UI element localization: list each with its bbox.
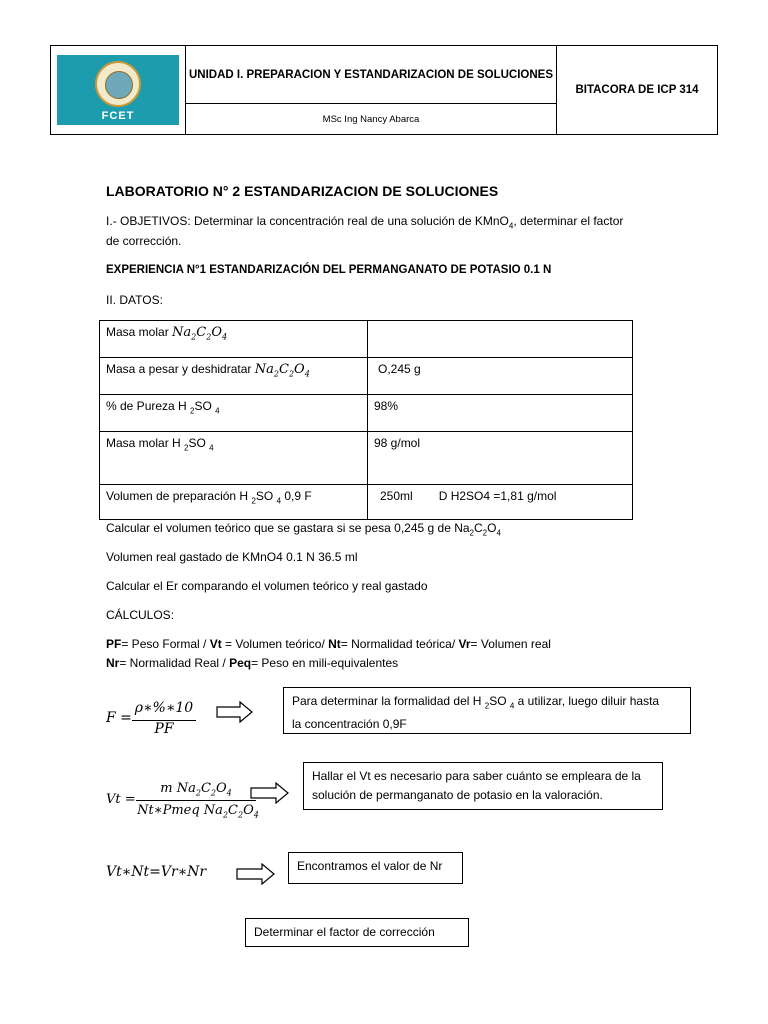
formality-note-box: Para determinar la formalidad del H $_2$SO $_4$ a utilizar, luego diluir hasta la concentración 0,9F (283, 687, 691, 734)
data-table (99, 320, 633, 520)
legend-line-2: Nr= Normalidad Real / Peq= Peso en mili-equivalentes (106, 656, 399, 670)
table-cell: Volumen de preparación H $_2$SO $_4$ 0,9 F (100, 485, 368, 520)
table-row (100, 485, 633, 520)
fcet-logo (57, 55, 179, 125)
nr-note-box: Encontramos el valor de Nr (288, 852, 463, 884)
table-cell: % de Pureza H $_2$SO $_4$ (100, 395, 368, 432)
table-cell: 98% (368, 395, 633, 432)
unit-title: UNIDAD I. PREPARACION Y ESTANDARIZACION DE SOLUCIONES (186, 46, 557, 104)
table-row (100, 321, 633, 358)
table-cell (368, 321, 633, 358)
table-cell: Masa molar $Na_2C_2O_4$ (100, 321, 368, 358)
real-volume-line: Volumen real gastado de KMnO4 0.1 N 36.5 ml (106, 550, 358, 564)
logo-cell (51, 46, 186, 135)
table-cell: 250ml D H2SO4 =1,81 g/mol (368, 485, 633, 520)
table-row (100, 432, 633, 485)
factor-note-box: Determinar el factor de corrección (245, 918, 469, 947)
table-cell: Masa molar H $_2$SO $_4$ (100, 432, 368, 485)
table-cell: 98 g/mol (368, 432, 633, 485)
table-cell: Masa a pesar y deshidratar $Na_2C_2O_4$ (100, 358, 368, 395)
objectives-line-1: I.- OBJETIVOS: Determinar la concentración real de una solución de KMnO$_4$, determinar el factor (106, 214, 624, 231)
header-table (50, 45, 718, 135)
calc-er-line: Calcular el Er comparando el volumen teórico y real gastado (106, 579, 428, 593)
experience-title: EXPERIENCIA N°1 ESTANDARIZACIÓN DEL PERMANGANATO DE POTASIO 0.1 N (106, 264, 552, 276)
legend-line-1: PF= Peso Formal / Vt = Volumen teórico/ Nt= Normalidad teórica/ Vr= Volumen real (106, 637, 551, 651)
author: MSc Ing Nancy Abarca (186, 104, 557, 135)
objectives-line-2: de corrección. (106, 234, 182, 248)
arrow-icon (250, 782, 290, 804)
seal-icon (95, 61, 141, 107)
arrow-icon (216, 701, 254, 723)
arrow-icon (236, 863, 276, 885)
table-row (100, 358, 633, 395)
vt-note-box: Hallar el Vt es necesario para saber cuánto se empleara de la solución de permanganato de potasio en la valoración. (303, 762, 663, 810)
formula-vt-nt: Vt∗Nt=Vr∗Nr (106, 864, 207, 880)
table-cell: O,245 g (368, 358, 633, 395)
logo-text: FCET (101, 110, 135, 122)
lab-title: LABORATORIO N° 2 ESTANDARIZACION DE SOLUCIONES (106, 183, 499, 199)
calc-volume-line: Calcular el volumen teórico que se gastara si se pesa 0,245 g de $Na_2C_2O_4$ (106, 521, 501, 538)
course-title: BITACORA DE ICP 314 (557, 46, 718, 135)
calculos-label: CÁLCULOS: (106, 608, 175, 622)
table-row (100, 395, 633, 432)
datos-label: II. DATOS: (106, 293, 163, 307)
